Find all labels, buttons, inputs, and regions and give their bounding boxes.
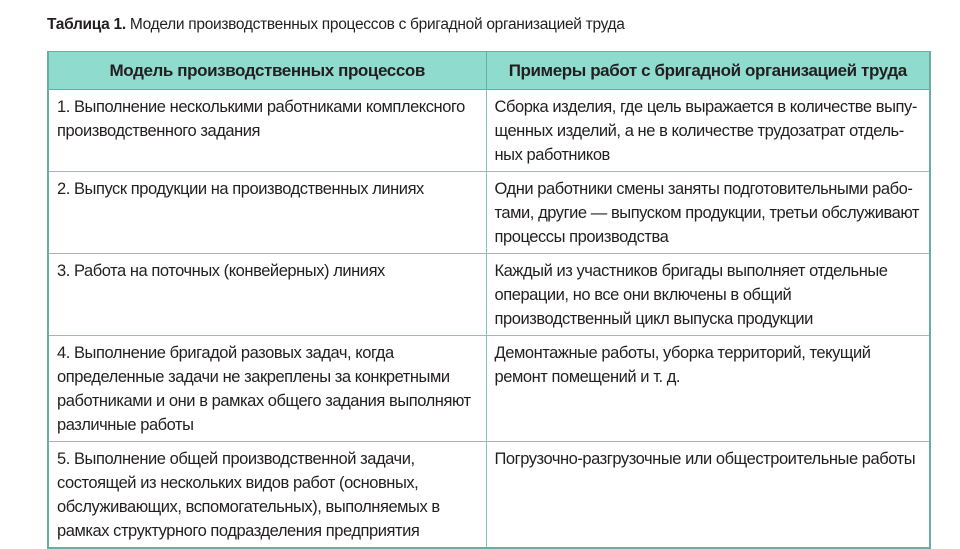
model-cell: 4. Выполнение бригадой разовых задач, когда определенные задачи не закреплены за конкретными работниками и они в рамках общего задания выполняют различные работы [48,336,486,442]
table-row [48,254,930,336]
example-cell: Демонтажные работы, уборка территорий, текущий ремонт помещений и т. д. [486,336,930,442]
column-header-model: Модель производственных процессов [48,52,486,90]
table-caption-text: Модели производственных процессов с бригадной организацией труда [125,16,625,33]
example-cell: Каждый из участников бригады выполняет отдельные операции, но все они включены в общий производственный цикл выпуска продукции [486,254,930,336]
example-cell: Погрузочно-разгрузочные или общестроительные работы [486,442,930,549]
example-cell: Сборка изделия, где цель выражается в количестве выпущенных изделий, а не в количестве трудозатрат отдельных работников [486,90,930,172]
column-header-examples: Примеры работ с бригадной организацией труда [486,52,930,90]
model-cell: 3. Работа на поточных (конвейерных) линиях [48,254,486,336]
table-row [48,442,930,549]
model-cell: 1. Выполнение несколькими работниками комплексного производственного задания [48,90,486,172]
process-models-table [47,51,931,549]
table-header-row [48,52,930,90]
table-caption-label: Таблица 1. [47,16,126,33]
model-cell: 2. Выпуск продукции на производственных линиях [48,172,486,254]
table-caption [47,16,625,34]
table-row [48,336,930,442]
table-row [48,90,930,172]
model-cell: 5. Выполнение общей производственной задачи, состоящей из нескольких видов работ (основных, обслуживающих, вспомогательных), выполняемых в рамках структурного подразделения предприятия [48,442,486,549]
table-row [48,172,930,254]
example-cell: Одни работники смены заняты подготовительными работами, другие — выпуском продукции, третьи обслуживают процессы производства [486,172,930,254]
